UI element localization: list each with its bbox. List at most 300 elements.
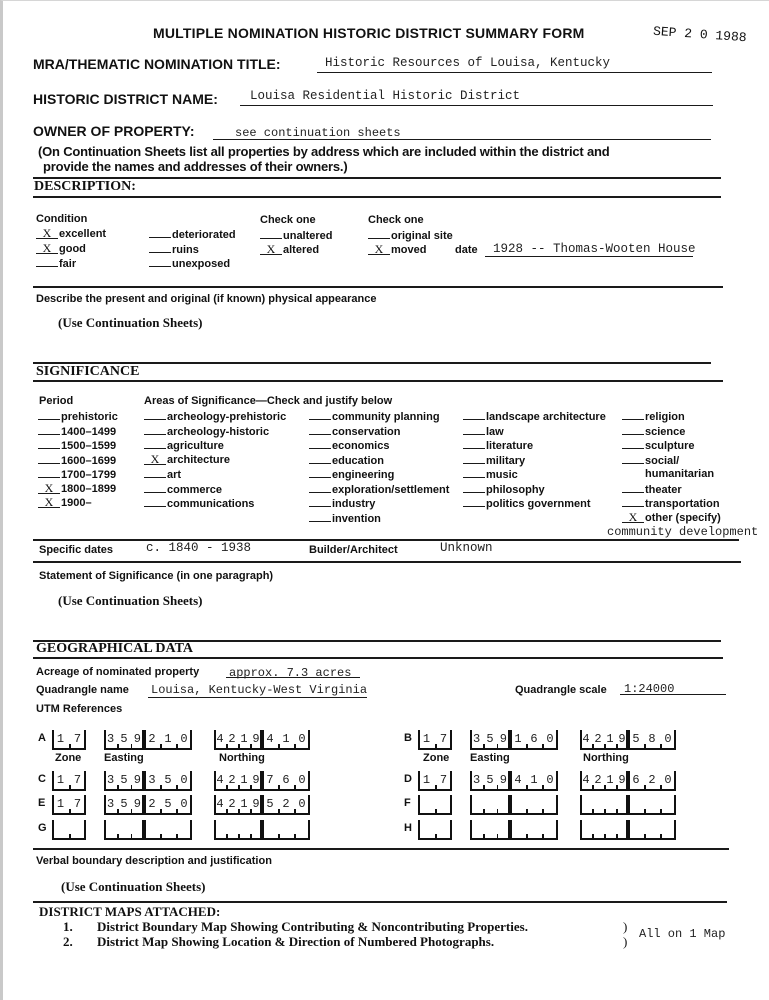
utm-digit: 9 [133, 773, 141, 787]
owner-note-line1: (On Continuation Sheets list all properties by address which are included within the district and [38, 144, 610, 159]
utm-zone-field[interactable] [418, 795, 452, 815]
utm-digit: 4 [582, 773, 590, 787]
area-item[interactable]: law [463, 424, 606, 439]
area-item[interactable]: economics [309, 438, 449, 453]
checkbox[interactable]: X [260, 244, 282, 255]
bracket: ) [623, 934, 628, 949]
utm-digit: 3 [107, 732, 115, 746]
utm-digit: 3 [473, 773, 481, 787]
area-item[interactable]: agriculture [144, 438, 286, 453]
utm-label: UTM References [36, 703, 123, 715]
period-item[interactable]: 1600–1699 [38, 453, 118, 468]
quad-scale-field[interactable]: 1:24000 [620, 679, 726, 695]
area-item[interactable]: engineering [309, 467, 449, 482]
period-item[interactable]: 1400–1499 [38, 424, 118, 439]
checkbox[interactable]: X [38, 483, 60, 494]
area-item[interactable]: communications [144, 496, 286, 511]
bracket: ) [623, 919, 628, 934]
utm-digit: 7 [439, 773, 448, 787]
zone-col-label: Zone [55, 752, 82, 764]
checkbox[interactable] [622, 424, 644, 435]
maps-heading: DISTRICT MAPS ATTACHED: [39, 904, 221, 919]
utm-easting-field[interactable] [104, 795, 144, 815]
checkbox[interactable] [309, 482, 331, 493]
site-list [368, 228, 453, 257]
utm-tick [526, 744, 528, 750]
utm-tick [644, 809, 646, 815]
checkbox[interactable] [36, 256, 58, 267]
utm-digit: 5 [120, 773, 128, 787]
alteration-list [260, 228, 333, 257]
checkbox[interactable] [149, 242, 171, 253]
checkbox[interactable] [144, 409, 166, 420]
mra-title-field[interactable]: Historic Resources of Louisa, Kentucky [317, 53, 712, 73]
utm-easting-field[interactable] [470, 795, 510, 815]
utm-easting-field[interactable] [144, 820, 192, 840]
utm-digit: 7 [73, 732, 82, 746]
checkbox[interactable] [463, 438, 485, 449]
checkbox[interactable] [463, 467, 485, 478]
moved-date-field[interactable]: 1928 -- Thomas-Wooten House [485, 239, 693, 257]
utm-tick [435, 744, 437, 750]
utm-digit: 3 [107, 797, 115, 811]
utm-digit: 9 [499, 732, 507, 746]
utm-tick [660, 834, 662, 840]
utm-digit: 5 [632, 732, 640, 746]
area-item[interactable]: community planning [309, 409, 449, 424]
utm-tick [160, 834, 162, 840]
utm-tick [616, 834, 618, 840]
quad-scale-label: Quadrangle scale [515, 684, 607, 696]
utm-tick [250, 834, 252, 840]
description-heading: DESCRIPTION: [34, 179, 136, 194]
area-item[interactable]: archeology-historic [144, 424, 286, 439]
utm-northing-field[interactable] [214, 820, 262, 840]
checkbox[interactable] [260, 228, 282, 239]
utm-digit: 5 [120, 732, 128, 746]
utm-easting-field[interactable] [470, 730, 510, 750]
utm-tick [176, 809, 178, 815]
owner-note-line2: provide the names and addresses of their owners.) [43, 159, 348, 174]
checkbox[interactable] [622, 409, 644, 420]
divider [33, 561, 741, 563]
northing-col-label: Northing [583, 752, 629, 764]
utm-northing-field[interactable] [580, 730, 628, 750]
utm-box [628, 820, 676, 840]
utm-digit: 2 [648, 773, 656, 787]
checkbox[interactable] [149, 227, 171, 238]
utm-easting-field[interactable] [510, 795, 558, 815]
utm-tick [660, 785, 662, 791]
checkbox[interactable] [309, 424, 331, 435]
checkbox[interactable] [463, 496, 485, 507]
condition-deteriorated[interactable]: deteriorated [149, 227, 236, 242]
utm-tick [117, 834, 119, 840]
utm-digit: 6 [530, 732, 538, 746]
date-label: date [455, 244, 478, 256]
utm-digit: 0 [298, 797, 306, 811]
utm-zone-field[interactable] [52, 820, 86, 840]
area-item[interactable]: conservation [309, 424, 449, 439]
utm-zone-field[interactable] [52, 730, 86, 750]
checkbox[interactable] [309, 453, 331, 464]
utm-northing-field[interactable] [628, 771, 676, 791]
checkbox[interactable] [144, 496, 166, 507]
utm-digit: 1 [56, 797, 65, 811]
checkbox[interactable] [622, 438, 644, 449]
area-item[interactable]: sculpture [622, 438, 721, 453]
utm-digit: 3 [107, 773, 115, 787]
appearance-label: Describe the present and original (if known) physical appearance [36, 293, 377, 305]
area-item[interactable]: politics government [463, 496, 606, 511]
utm-digit: 1 [240, 732, 248, 746]
utm-digit: 4 [266, 732, 274, 746]
checkbox[interactable] [463, 409, 485, 420]
utm-northing-field[interactable] [580, 820, 628, 840]
utm-row-letter: A [38, 732, 46, 744]
area-item[interactable]: exploration/settlement [309, 482, 449, 497]
utm-digit: 5 [164, 797, 172, 811]
utm-digit: 7 [73, 773, 82, 787]
utm-digit: 0 [546, 773, 554, 787]
utm-tick [294, 785, 296, 791]
maps-note: All on 1 Map [639, 927, 726, 941]
map-item-number: 2. [63, 934, 73, 949]
utm-northing-field[interactable] [214, 771, 262, 791]
alteration-altered[interactable]: X altered [260, 243, 333, 258]
area-item[interactable]: theater [622, 482, 721, 497]
builder-label: Builder/Architect [309, 544, 398, 556]
checkbox[interactable] [144, 438, 166, 449]
utm-tick [644, 785, 646, 791]
checkbox[interactable] [144, 482, 166, 493]
utm-digit: 5 [486, 773, 494, 787]
utm-easting-field[interactable] [104, 771, 144, 791]
owner-label: OWNER OF PROPERTY: [33, 123, 195, 139]
utm-digit: 2 [228, 732, 236, 746]
checkbox[interactable]: X [368, 244, 390, 255]
utm-digit: 5 [120, 797, 128, 811]
utm-tick [483, 834, 485, 840]
check-one-label: Check one [260, 214, 316, 226]
utm-digit: 1 [56, 773, 65, 787]
checkbox[interactable]: X [622, 512, 644, 523]
area-item[interactable]: education [309, 453, 449, 468]
district-name-field[interactable]: Louisa Residential Historic District [240, 86, 713, 106]
utm-easting-field[interactable] [144, 795, 192, 815]
utm-digit: 1 [530, 773, 538, 787]
utm-digit: 9 [252, 773, 260, 787]
utm-box [470, 795, 510, 815]
utm-digit: 6 [632, 773, 640, 787]
period-item[interactable]: X 1800–1899 [38, 482, 118, 497]
utm-northing-field[interactable] [580, 771, 628, 791]
checkbox[interactable] [38, 467, 60, 478]
utm-tick [644, 744, 646, 750]
checkbox[interactable]: X [38, 497, 60, 508]
divider [33, 286, 723, 288]
checkbox[interactable] [309, 438, 331, 449]
owner-field[interactable]: see continuation sheets [213, 123, 711, 140]
utm-zone-field[interactable] [418, 820, 452, 840]
acreage-field[interactable]: approx. 7.3 acres [226, 663, 360, 678]
utm-tick [238, 834, 240, 840]
utm-tick [69, 809, 71, 815]
alteration-unaltered[interactable]: unaltered [260, 228, 333, 243]
utm-digit: 0 [180, 797, 188, 811]
checkbox[interactable] [309, 511, 331, 522]
utm-row-letter: B [404, 732, 412, 744]
utm-tick [435, 809, 437, 815]
utm-tick [69, 834, 71, 840]
utm-northing-field[interactable] [262, 820, 310, 840]
utm-tick [542, 834, 544, 840]
period-item[interactable]: 1700–1799 [38, 467, 118, 482]
area-item[interactable]: X other (specify) [622, 511, 721, 526]
utm-digit: 9 [133, 732, 141, 746]
utm-digit: 0 [180, 773, 188, 787]
utm-easting-field[interactable] [510, 820, 558, 840]
condition-fair[interactable]: fair [36, 256, 106, 271]
utm-zone-field[interactable] [52, 795, 86, 815]
utm-northing-field[interactable] [628, 820, 676, 840]
utm-digit: 0 [664, 773, 672, 787]
area-item[interactable]: religion [622, 409, 721, 424]
received-stamp: SEP 2 0 1988 [652, 23, 748, 46]
utm-digit: 0 [298, 773, 306, 787]
utm-tick [176, 785, 178, 791]
area-item[interactable]: industry [309, 496, 449, 511]
builder-value[interactable]: Unknown [440, 541, 493, 555]
area-item[interactable]: philosophy [463, 482, 606, 497]
checkbox[interactable] [463, 453, 485, 464]
utm-box [262, 820, 310, 840]
utm-tick [526, 834, 528, 840]
utm-easting-field[interactable] [104, 730, 144, 750]
specific-dates-value[interactable]: c. 1840 - 1938 [146, 541, 252, 555]
utm-digit: 2 [594, 732, 602, 746]
utm-easting-field[interactable] [510, 771, 558, 791]
divider [33, 657, 723, 659]
area-item[interactable]: archeology-prehistoric [144, 409, 286, 424]
easting-col-label: Easting [104, 752, 144, 764]
easting-col-label: Easting [470, 752, 510, 764]
utm-tick [131, 834, 133, 840]
utm-box [470, 820, 510, 840]
utm-row-letter: D [404, 773, 412, 785]
utm-digit: 5 [486, 732, 494, 746]
utm-northing-field[interactable] [262, 771, 310, 791]
utm-digit: 6 [282, 773, 290, 787]
utm-northing-field[interactable] [628, 795, 676, 815]
utm-digit: 2 [594, 773, 602, 787]
divider [33, 177, 721, 179]
utm-digit: 2 [228, 797, 236, 811]
map-item-text: District Boundary Map Showing Contributing & Noncontributing Properties. [97, 919, 528, 934]
period-list [38, 409, 118, 511]
area-item[interactable]: art [144, 467, 286, 482]
areas-column-2 [309, 409, 449, 525]
utm-tick [278, 834, 280, 840]
form-title: MULTIPLE NOMINATION HISTORIC DISTRICT SUMMARY FORM [153, 25, 585, 41]
utm-northing-field[interactable] [214, 730, 262, 750]
period-item[interactable]: 1500–1599 [38, 438, 118, 453]
checkbox[interactable]: X [144, 454, 166, 465]
checkbox[interactable] [463, 482, 485, 493]
areas-column-4 [622, 409, 721, 525]
utm-digit: 0 [180, 732, 188, 746]
utm-digit: 2 [282, 797, 290, 811]
utm-easting-field[interactable] [144, 771, 192, 791]
utm-digit: 4 [216, 797, 224, 811]
utm-digit: 8 [648, 732, 656, 746]
utm-tick [278, 785, 280, 791]
area-item[interactable]: transportation [622, 496, 721, 511]
area-item[interactable]: music [463, 467, 606, 482]
utm-tick [660, 744, 662, 750]
condition-unexposed[interactable]: unexposed [149, 256, 236, 271]
acreage-label: Acreage of nominated property [36, 666, 200, 678]
condition-ruins[interactable]: ruins [149, 242, 236, 257]
utm-digit: 3 [473, 732, 481, 746]
utm-easting-field[interactable] [510, 730, 558, 750]
utm-easting-field[interactable] [470, 771, 510, 791]
utm-digit: 1 [606, 732, 614, 746]
utm-tick [660, 809, 662, 815]
utm-tick [542, 785, 544, 791]
area-item[interactable]: military [463, 453, 606, 468]
utm-box [628, 795, 676, 815]
checkbox[interactable] [309, 467, 331, 478]
period-item[interactable]: prehistoric [38, 409, 118, 424]
checkbox[interactable] [622, 482, 644, 493]
utm-easting-field[interactable] [470, 820, 510, 840]
utm-easting-field[interactable] [144, 730, 192, 750]
checkbox[interactable]: X [36, 228, 58, 239]
utm-tick [526, 809, 528, 815]
divider [33, 901, 727, 903]
utm-northing-field[interactable] [628, 730, 676, 750]
utm-tick [160, 809, 162, 815]
checkbox[interactable] [149, 256, 171, 267]
utm-zone-field[interactable] [418, 771, 452, 791]
map-item-text: District Map Showing Location & Direction of Numbered Photographs. [97, 934, 495, 949]
utm-tick [644, 834, 646, 840]
area-item[interactable]: X architecture [144, 453, 286, 468]
area-item[interactable]: commerce [144, 482, 286, 497]
checkbox[interactable] [38, 453, 60, 464]
checkbox[interactable] [463, 424, 485, 435]
utm-digit: 0 [298, 732, 306, 746]
checkbox[interactable] [38, 409, 60, 420]
divider [33, 848, 729, 850]
checkbox[interactable] [622, 453, 644, 464]
site-moved[interactable]: X moved [368, 243, 453, 258]
utm-row-letter: G [38, 822, 47, 834]
divider [33, 539, 739, 541]
quad-name-field[interactable]: Louisa, Kentucky-West Virginia [148, 680, 367, 698]
utm-tick [176, 744, 178, 750]
utm-northing-field[interactable] [262, 730, 310, 750]
condition-good[interactable]: X good [36, 242, 106, 257]
utm-northing-field[interactable] [262, 795, 310, 815]
utm-northing-field[interactable] [580, 795, 628, 815]
utm-digit: 1 [240, 773, 248, 787]
utm-tick [294, 744, 296, 750]
utm-digit: 0 [664, 732, 672, 746]
utm-tick [435, 834, 437, 840]
utm-tick [278, 809, 280, 815]
utm-tick [160, 785, 162, 791]
utm-digit: 5 [266, 797, 274, 811]
utm-digit: 1 [422, 773, 431, 787]
utm-tick [226, 834, 228, 840]
specific-dates-label: Specific dates [39, 544, 113, 556]
significance-heading: SIGNIFICANCE [36, 364, 140, 379]
utm-digit: 5 [164, 773, 172, 787]
checkbox[interactable] [144, 424, 166, 435]
area-item[interactable]: landscape architecture [463, 409, 606, 424]
utm-tick [294, 809, 296, 815]
utm-tick [278, 744, 280, 750]
utm-row-letter: E [38, 797, 46, 809]
condition-excellent[interactable]: X excellent [36, 227, 106, 242]
areas-column-3 [463, 409, 606, 511]
checkbox[interactable] [38, 424, 60, 435]
checkbox[interactable] [144, 467, 166, 478]
utm-digit: 4 [514, 773, 522, 787]
checkbox[interactable] [309, 496, 331, 507]
utm-easting-field[interactable] [104, 820, 144, 840]
checkbox[interactable] [368, 228, 390, 239]
area-item[interactable]: literature [463, 438, 606, 453]
utm-digit: 1 [606, 773, 614, 787]
zone-col-label: Zone [423, 752, 450, 764]
continuation-note: (Use Continuation Sheets) [61, 879, 206, 894]
period-item[interactable]: X 1900– [38, 496, 118, 511]
map-item-number: 1. [63, 919, 73, 934]
utm-zone-field[interactable] [52, 771, 86, 791]
checkbox[interactable] [309, 409, 331, 420]
area-item[interactable]: science [622, 424, 721, 439]
utm-tick [69, 785, 71, 791]
utm-row-letter: F [404, 797, 411, 809]
utm-digit: 3 [148, 773, 156, 787]
utm-box [104, 820, 144, 840]
checkbox[interactable]: X [36, 243, 58, 254]
utm-tick [542, 809, 544, 815]
condition-label: Condition [36, 213, 88, 225]
quad-name-label: Quadrangle name [36, 684, 129, 696]
utm-zone-field[interactable] [418, 730, 452, 750]
other-specify-value[interactable]: community development [607, 525, 759, 539]
area-item[interactable]: invention [309, 511, 449, 526]
checkbox[interactable] [622, 496, 644, 507]
site-original[interactable]: original site [368, 228, 453, 243]
utm-digit: 1 [164, 732, 172, 746]
verbal-boundary-label: Verbal boundary description and justification [36, 855, 272, 867]
mra-title-label: MRA/THEMATIC NOMINATION TITLE: [33, 56, 281, 72]
continuation-note: (Use Continuation Sheets) [58, 593, 203, 608]
utm-northing-field[interactable] [214, 795, 262, 815]
area-item[interactable]: social/ [622, 453, 721, 468]
utm-box [510, 795, 558, 815]
utm-digit: 9 [618, 773, 626, 787]
utm-digit: 7 [439, 732, 448, 746]
checkbox[interactable] [38, 438, 60, 449]
utm-digit: 2 [148, 732, 156, 746]
utm-tick [435, 785, 437, 791]
